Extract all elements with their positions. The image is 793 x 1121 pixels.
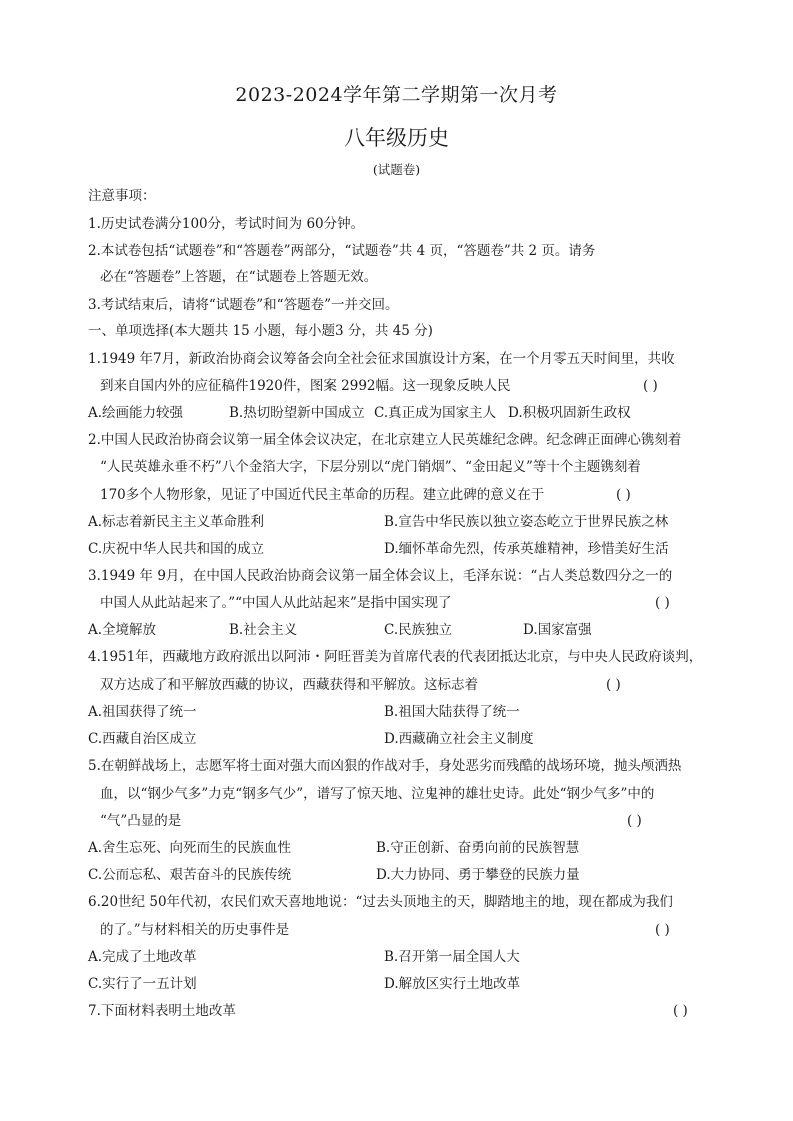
notes-item: 3.考试结束后，请将“试题卷”和“答题卷”一并交回。 xyxy=(88,297,399,313)
question-7-line: 7.下面材料表明土地改革 xyxy=(88,1003,236,1019)
answer-paren: ( ) xyxy=(673,1003,688,1019)
question-3-line: 中国人从此站起来了。”“中国人从此站起来”是指中国实现了 xyxy=(100,595,452,611)
answer-paren: ( ) xyxy=(643,378,658,394)
exam-title: 2023-2024学年第二学期第一次月考 xyxy=(235,84,558,106)
answer-paren: ( ) xyxy=(606,677,621,693)
question-6-line: 的了。”与材料相关的历史事件是 xyxy=(100,922,290,938)
question-3-option-d: D.国家富强 xyxy=(523,622,592,638)
question-1-line: 到来自国内外的应征稿件1920件，图案 2992幅。这一现象反映人民 xyxy=(100,378,511,394)
question-4-option-a: A.祖国获得了统一 xyxy=(88,704,197,720)
question-3-option-b: B.社会主义 xyxy=(229,622,298,638)
question-6-option-b: B.召开第一届全国人大 xyxy=(384,949,520,965)
question-5-option-b: B.守正创新、奋勇向前的民族智慧 xyxy=(376,840,580,856)
question-4-option-c: C.西藏自治区成立 xyxy=(88,731,197,747)
question-5-line: 5.在朝鲜战场上，志愿军将士面对强大而凶狠的作战对手，身处恶劣而残酷的战场环境，抛头颅洒热 xyxy=(88,758,682,774)
question-6-option-c: C.实行了一五计划 xyxy=(88,976,197,992)
answer-paren: ( ) xyxy=(616,487,631,503)
paper-tag: (试题卷) xyxy=(372,162,421,177)
question-4-option-d: D.西藏确立社会主义制度 xyxy=(384,731,534,747)
question-3-line: 3.1949 年 9月，在中国人民政治协商会议第一届全体会议上，毛泽东说：“占人类总数四分之一的 xyxy=(88,568,673,584)
question-2-line: 170多个人物形象，见证了中国近代民主革命的历程。建立此碑的意义在于 xyxy=(100,487,545,503)
notes-heading: 注意事项： xyxy=(88,188,156,204)
question-2-option-c: C.庆祝中华人民共和国的成立 xyxy=(88,541,265,557)
question-6-option-d: D.解放区实行土地改革 xyxy=(384,976,521,992)
question-6-line: 6.20世纪 50年代初，农民们欢天喜地地说：“过去头顶地主的天，脚踏地主的地，现在都成为我们 xyxy=(88,894,673,910)
question-4-line: 4.1951年，西藏地方政府派出以阿沛・阿旺晋美为首席代表的代表团抵达北京，与中央人民政府谈判， xyxy=(88,649,703,665)
question-1-option-d: D.积极巩固新生政权 xyxy=(508,405,631,421)
question-3-option-c: C.民族独立 xyxy=(384,622,453,638)
question-5-option-d: D.大力协同、勇于攀登的民族力量 xyxy=(376,867,580,883)
answer-paren: ( ) xyxy=(655,595,670,611)
question-5-line: “气”凸显的是 xyxy=(100,813,182,829)
question-2-line: “人民英雄永垂不朽”八个金箔大字，下层分别以“虎门销烟”、“金田起义”等十个主题镌刻着 xyxy=(100,459,641,475)
question-5-option-a: A.舍生忘死、向死而生的民族血性 xyxy=(88,840,292,856)
question-2-option-a: A.标志着新民主主义革命胜利 xyxy=(88,514,265,530)
notes-item: 必在“答题卷”上答题，在“试题卷上答题无效。 xyxy=(100,269,378,285)
question-5-option-c: C.公而忘私、艰苦奋斗的民族传统 xyxy=(88,867,292,883)
question-1-option-c: C.真正成为国家主人 xyxy=(374,405,497,421)
question-2-option-b: B.宣告中华民族以独立姿态屹立于世界民族之林 xyxy=(384,514,669,530)
question-3-option-a: A.全境解放 xyxy=(88,622,157,638)
question-4-line: 双方达成了和平解放西藏的协议，西藏获得和平解放。这标志着 xyxy=(100,677,478,693)
question-1-line: 1.1949 年7月，新政治协商会议筹备会向全社会征求国旗设计方案，在一个月零五天时间里，共收 xyxy=(88,351,675,367)
answer-paren: ( ) xyxy=(627,813,642,829)
question-6-option-a: A.完成了土地改革 xyxy=(88,949,197,965)
question-1-option-b: B.热切盼望新中国成立 xyxy=(229,405,365,421)
answer-paren: ( ) xyxy=(655,922,670,938)
question-1-option-a: A.绘画能力较强 xyxy=(88,405,184,421)
question-2-option-d: D.缅怀革命先烈，传承英雄精神，珍惜美好生活 xyxy=(384,541,669,557)
notes-item: 1.历史试卷满分100分，考试时间为 60分钟。 xyxy=(88,216,365,232)
exam-subject: 八年级历史 xyxy=(344,126,449,150)
question-5-line: 血，以“钢少气多”力克“钢多气少”，谱写了惊天地、泣鬼神的雄壮史诗。此处“钢少气多”中的 xyxy=(100,786,655,802)
question-4-option-b: B.祖国大陆获得了统一 xyxy=(384,704,520,720)
section-heading: 一、单项选择(本大题共 15 小题，每小题3 分，共 45 分) xyxy=(88,323,433,339)
notes-item: 2.本试卷包括“试题卷”和“答题卷”两部分，“试题卷”共 4 页，“答题卷”共 2 页。请务 xyxy=(88,243,596,259)
question-2-line: 2.中国人民政治协商会议第一届全体会议决定，在北京建立人民英雄纪念碑。纪念碑正面碑心镌刻着 xyxy=(88,432,682,448)
